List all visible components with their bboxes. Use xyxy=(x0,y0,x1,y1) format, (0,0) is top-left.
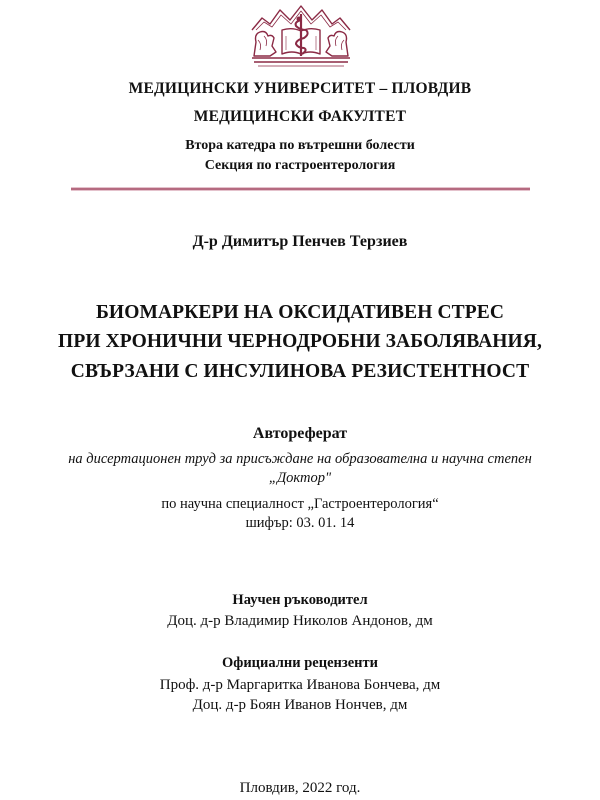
specialty-code: шифър: 03. 01. 14 xyxy=(245,515,355,531)
medical-university-crest-icon xyxy=(246,0,356,68)
document-purpose: на дисертационен труд за присъждане на образователна и научна степен xyxy=(68,451,532,467)
reviewer-name: Доц. д-р Боян Иванов Нончев, дм xyxy=(192,697,408,713)
faculty-name: МЕДИЦИНСКИ ФАКУЛТЕТ xyxy=(193,108,407,125)
reviewers-label: Официални рецензенти xyxy=(222,655,378,671)
section-name: Секция по гастроентерология xyxy=(204,158,396,173)
author-name: Д-р Димитър Пенчев Терзиев xyxy=(192,233,408,250)
header-divider-core xyxy=(71,188,530,190)
degree-name: „Доктор" xyxy=(268,470,332,486)
supervisor-label: Научен ръководител xyxy=(232,592,368,608)
header-divider xyxy=(71,187,530,191)
supervisor-name: Доц. д-р Владимир Николов Андонов, дм xyxy=(167,613,433,629)
reviewer-name: Проф. д-р Маргаритка Иванова Бончева, дм xyxy=(159,677,441,693)
thesis-title-line-3: СВЪРЗАНИ С ИНСУЛИНОВА РЕЗИСТЕНТНОСТ xyxy=(70,361,530,382)
specialty: по научна специалност „Гастроентерология“ xyxy=(161,496,439,512)
thesis-title-line-2: ПРИ ХРОНИЧНИ ЧЕРНОДРОБНИ ЗАБОЛЯВАНИЯ, xyxy=(58,331,542,352)
place-and-year: Пловдив, 2022 год. xyxy=(239,780,361,796)
university-name: МЕДИЦИНСКИ УНИВЕРСИТЕТ – ПЛОВДИВ xyxy=(128,80,472,97)
department-name: Втора катедра по вътрешни болести xyxy=(185,138,415,153)
thesis-title-line-1: БИОМАРКЕРИ НА ОКСИДАТИВЕН СТРЕС xyxy=(95,302,505,323)
document-type: Автореферат xyxy=(252,425,348,442)
